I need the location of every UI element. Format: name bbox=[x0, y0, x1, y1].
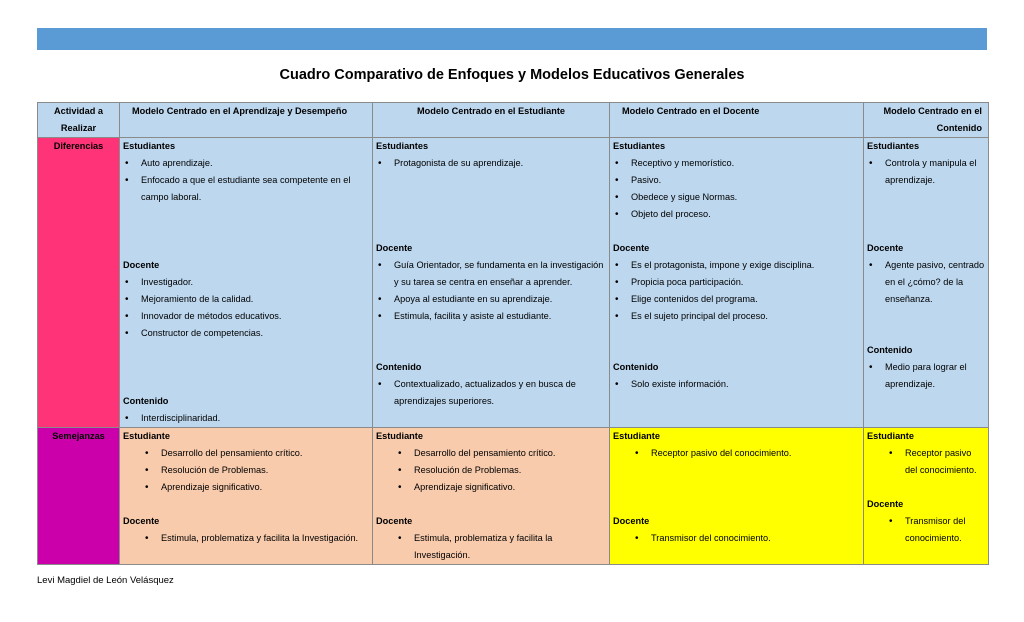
section-heading: Estudiante bbox=[613, 431, 660, 441]
list-item: • Solo existe información. bbox=[613, 376, 860, 393]
list-item: • Aprendizaje significativo. bbox=[123, 479, 369, 496]
bullet-list bbox=[613, 376, 860, 393]
list-item: • Enfocado a que el estudiante sea competente en el campo laboral. bbox=[123, 172, 369, 206]
bullet-list bbox=[123, 445, 369, 496]
document-title: Cuadro Comparativo de Enfoques y Modelos Educativos Generales bbox=[279, 67, 745, 83]
bullet-list bbox=[376, 257, 606, 325]
list-item: • Protagonista de su aprendizaje. bbox=[376, 155, 606, 172]
comparison-table bbox=[37, 102, 989, 565]
list-item: • Transmisor del conocimiento. bbox=[613, 530, 860, 547]
list-item: • Transmisor del conocimiento. bbox=[867, 513, 985, 547]
list-item: • Elige contenidos del programa. bbox=[613, 291, 860, 308]
list-item: • Investigador. bbox=[123, 274, 369, 291]
section-heading: Contenido bbox=[613, 362, 659, 372]
list-item: • Desarrollo del pensamiento crítico. bbox=[376, 445, 606, 462]
section-heading: Docente bbox=[376, 516, 413, 526]
bullet-list bbox=[123, 410, 369, 427]
section-heading: Contenido bbox=[867, 345, 913, 355]
header-aprendizaje: Modelo Centrado en el Aprendizaje y Desempeño bbox=[120, 103, 373, 138]
cell-semejanzas-contenido bbox=[864, 428, 989, 565]
bullet-list bbox=[867, 155, 985, 189]
list-item: • Obedece y sigue Normas. bbox=[613, 189, 860, 206]
bullet-list bbox=[376, 445, 606, 496]
bullet-list bbox=[123, 274, 369, 342]
bullet-list bbox=[613, 530, 860, 547]
bullet-list bbox=[123, 155, 369, 206]
bullet-list bbox=[376, 155, 606, 172]
section-heading: Estudiante bbox=[123, 431, 170, 441]
list-item: • Guía Orientador, se fundamenta en la investigación y su tarea se centra en enseñar a aprender. bbox=[376, 257, 606, 291]
row-diferencias bbox=[38, 138, 989, 428]
list-item: • Propicia poca participación. bbox=[613, 274, 860, 291]
cell-diferencias-aprendizaje bbox=[120, 138, 373, 428]
list-item: • Es el protagonista, impone y exige disciplina. bbox=[613, 257, 860, 274]
cell-semejanzas-aprendizaje bbox=[120, 428, 373, 565]
bullet-list bbox=[613, 155, 860, 223]
list-item: • Receptor pasivo del conocimiento. bbox=[867, 445, 985, 479]
cell-semejanzas-docente bbox=[610, 428, 864, 565]
section-heading: Estudiante bbox=[867, 431, 914, 441]
list-item: • Aprendizaje significativo. bbox=[376, 479, 606, 496]
list-item: • Constructor de competencias. bbox=[123, 325, 369, 342]
list-item: • Estimula, problematiza y facilita la Investigación. bbox=[376, 530, 606, 564]
cell-semejanzas-estudiante bbox=[373, 428, 610, 565]
list-item: • Receptivo y memorístico. bbox=[613, 155, 860, 172]
section-heading: Docente bbox=[613, 243, 650, 253]
row-label-diferencias: Diferencias bbox=[38, 138, 120, 428]
list-item: • Contextualizado, actualizados y en busca de aprendizajes superiores. bbox=[376, 376, 606, 410]
section-heading: Estudiante bbox=[376, 431, 423, 441]
bullet-list bbox=[613, 257, 860, 325]
list-item: • Medio para lograr el aprendizaje. bbox=[867, 359, 985, 393]
list-item: • Innovador de métodos educativos. bbox=[123, 308, 369, 325]
section-heading: Docente bbox=[867, 243, 904, 253]
list-item: • Estimula, facilita y asiste al estudiante. bbox=[376, 308, 606, 325]
bullet-list bbox=[376, 530, 606, 564]
list-item: • Interdisciplinaridad. bbox=[123, 410, 369, 427]
section-heading: Estudiantes bbox=[613, 141, 666, 151]
list-item: • Agente pasivo, centrado en el ¿cómo? de la enseñanza. bbox=[867, 257, 985, 308]
section-heading: Estudiantes bbox=[123, 141, 176, 151]
bullet-list bbox=[123, 530, 369, 547]
cell-diferencias-docente bbox=[610, 138, 864, 428]
list-item: • Objeto del proceso. bbox=[613, 206, 860, 223]
bullet-list bbox=[867, 513, 985, 547]
author-footer: Levi Magdiel de León Velásquez bbox=[37, 575, 174, 586]
section-heading: Docente bbox=[123, 516, 160, 526]
header-docente: Modelo Centrado en el Docente bbox=[610, 103, 864, 138]
bullet-list bbox=[867, 445, 985, 479]
header-estudiante: Modelo Centrado en el Estudiante bbox=[373, 103, 610, 138]
section-heading: Estudiantes bbox=[376, 141, 429, 151]
list-item: • Receptor pasivo del conocimiento. bbox=[613, 445, 860, 462]
bullet-list bbox=[867, 359, 985, 393]
section-heading: Contenido bbox=[123, 396, 169, 406]
bullet-list bbox=[613, 445, 860, 462]
list-item: • Controla y manipula el aprendizaje. bbox=[867, 155, 985, 189]
list-item: • Estimula, problematiza y facilita la Investigación. bbox=[123, 530, 369, 547]
section-heading: Docente bbox=[867, 499, 904, 509]
bullet-list bbox=[867, 257, 985, 308]
section-heading: Docente bbox=[376, 243, 413, 253]
header-contenido: Modelo Centrado en el Contenido bbox=[864, 103, 989, 138]
list-item: • Pasivo. bbox=[613, 172, 860, 189]
list-item: • Resolución de Problemas. bbox=[376, 462, 606, 479]
section-heading: Docente bbox=[123, 260, 160, 270]
list-item: • Apoya al estudiante en su aprendizaje. bbox=[376, 291, 606, 308]
top-color-bar bbox=[37, 28, 987, 50]
list-item: • Mejoramiento de la calidad. bbox=[123, 291, 369, 308]
row-label-semejanzas: Semejanzas bbox=[38, 428, 120, 565]
section-heading: Estudiantes bbox=[867, 141, 920, 151]
section-heading: Contenido bbox=[376, 362, 422, 372]
header-actividad: Actividad a Realizar bbox=[38, 103, 120, 138]
section-heading: Docente bbox=[613, 516, 650, 526]
header-row bbox=[38, 103, 989, 138]
bullet-list bbox=[376, 376, 606, 410]
list-item: • Es el sujeto principal del proceso. bbox=[613, 308, 860, 325]
list-item: • Auto aprendizaje. bbox=[123, 155, 369, 172]
cell-diferencias-contenido bbox=[864, 138, 989, 428]
list-item: • Desarrollo del pensamiento crítico. bbox=[123, 445, 369, 462]
row-semejanzas bbox=[38, 428, 989, 565]
list-item: • Resolución de Problemas. bbox=[123, 462, 369, 479]
cell-diferencias-estudiante bbox=[373, 138, 610, 428]
